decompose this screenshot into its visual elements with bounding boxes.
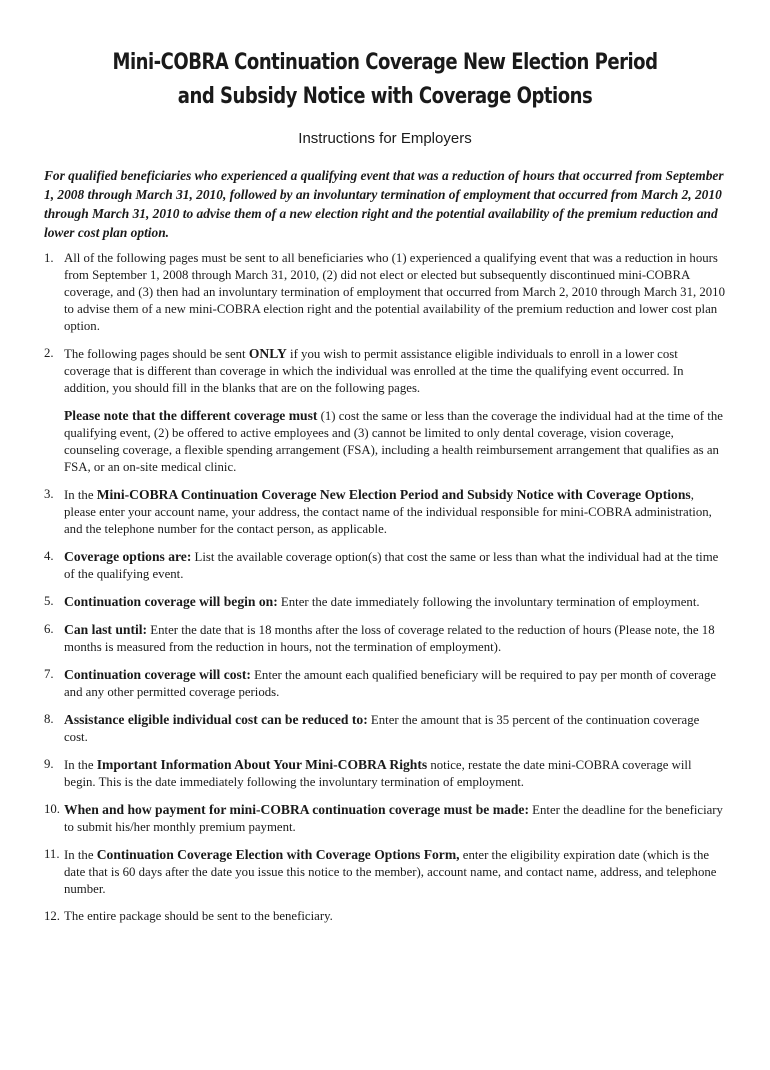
item-text: notice, restate the date mini-COBRA coverage will begin. This is the date immediately following the involuntary termination of employment. bbox=[64, 758, 692, 789]
item-lead: Important Information About Your Mini-COBRA Rights bbox=[96, 757, 428, 772]
item-pre: The following pages should be sent bbox=[64, 347, 249, 361]
item-lead: Assistance eligible individual cost can be reduced to: bbox=[64, 712, 368, 727]
list-item bbox=[44, 486, 726, 538]
item-lead: When and how payment for mini-COBRA continuation coverage must be made: bbox=[64, 802, 529, 817]
item-lead: Continuation coverage will cost: bbox=[64, 667, 251, 682]
list-item bbox=[44, 621, 726, 656]
list-item bbox=[44, 548, 726, 583]
list-item bbox=[44, 801, 726, 836]
instruction-list bbox=[44, 250, 726, 925]
item-lead: Continuation Coverage Election with Coverage Options Form, bbox=[96, 847, 460, 862]
item-pre: In the bbox=[64, 758, 97, 772]
page-subtitle: Instructions for Employers bbox=[298, 130, 472, 147]
item-number: 1. bbox=[44, 251, 54, 265]
item-lead: ONLY bbox=[248, 346, 287, 361]
item-pre: In the bbox=[64, 488, 97, 502]
item-text: , please enter your account name, your address, the contact name of the individual responsible for mini-COBRA administration, and the telephone number for the contact person, as applicable. bbox=[64, 488, 712, 536]
item-text: List the available coverage option(s) that cost the same or less than what the individual had at the time of the qualifying event. bbox=[64, 550, 719, 581]
note-lead: Please note that the different coverage must bbox=[64, 408, 318, 423]
item-text: enter the eligibility expiration date (which is the date that is 60 days after the date you issue this notice to the member), account name, and contact name, address, and telephone number. bbox=[64, 848, 717, 896]
list-item bbox=[44, 846, 726, 898]
document-page bbox=[0, 46, 770, 1070]
item-lead: Continuation coverage will begin on: bbox=[64, 594, 278, 609]
page-title bbox=[105, 46, 664, 114]
list-item bbox=[44, 666, 726, 701]
item-number: 11. bbox=[44, 847, 60, 861]
item-text: Enter the amount that is 35 percent of the continuation coverage cost. bbox=[64, 713, 700, 744]
list-item bbox=[44, 711, 726, 746]
item-text: Enter the amount each qualified beneficiary will be required to pay per month of coverage and any other permitted coverage periods. bbox=[64, 668, 717, 699]
item-lead: Coverage options are: bbox=[64, 549, 192, 564]
item-number: 12. bbox=[44, 909, 60, 923]
item-number: 10. bbox=[44, 802, 60, 816]
item-text: All of the following pages must be sent to all beneficiaries who (1) experienced a qualifying event that was a reduction in hours from September 1, 2008 through March 31, 2010, (2) did not elect or elected but subsequently discontinued mini-COBRA coverage, and (3) then had an involuntary termination of employment that occurred from March 2, 2010 through March 31, 2010 to advise them of a new mini-COBRA election right and the potential availability of the premium reduction and lower cost plan option. bbox=[64, 251, 725, 333]
item-note bbox=[64, 407, 726, 476]
item-number: 7. bbox=[44, 667, 54, 681]
list-item bbox=[44, 345, 726, 476]
item-text: if you wish to permit assistance eligible individuals to enroll in a lower cost coverage that is different than coverage in which the individual was enrolled at the time the qualifying event occurred. In addition, you should fill in the blanks that are on the following pages. bbox=[64, 347, 684, 395]
item-lead: Mini-COBRA Continuation Coverage New Election Period and Subsidy Notice with Coverage Options bbox=[96, 487, 691, 502]
list-item bbox=[44, 250, 726, 335]
item-text: Enter the date that is 18 months after the loss of coverage related to the reduction of hours (Please note, the 18 months is measured from the reduction in hours, not the termination of employment). bbox=[64, 623, 715, 654]
item-text: Enter the deadline for the beneficiary to submit his/her monthly premium payment. bbox=[64, 803, 723, 834]
title-line-1: Mini-COBRA Continuation Coverage New Election Period bbox=[112, 50, 658, 75]
item-number: 9. bbox=[44, 757, 54, 771]
intro-paragraph: For qualified beneficiaries who experienced a qualifying event that was a reduction of hours that occurred from September 1, 2008 through March 31, 2010, followed by an involuntary termination of employment that occurred from March 2, 2010 through March 31, 2010 to advise them of a new election right and the potential availability of the premium reduction and lower cost plan option. bbox=[44, 168, 724, 240]
item-number: 5. bbox=[44, 594, 54, 608]
item-number: 3. bbox=[44, 487, 54, 501]
item-text: Enter the date immediately following the involuntary termination of employment. bbox=[277, 595, 700, 609]
list-item bbox=[44, 593, 726, 611]
item-text: The entire package should be sent to the beneficiary. bbox=[64, 909, 333, 923]
list-item bbox=[44, 908, 726, 925]
item-number: 8. bbox=[44, 712, 54, 726]
title-line-2: and Subsidy Notice with Coverage Options bbox=[177, 84, 593, 109]
item-number: 6. bbox=[44, 622, 54, 636]
item-number: 4. bbox=[44, 549, 54, 563]
item-pre: In the bbox=[64, 848, 97, 862]
item-number: 2. bbox=[44, 346, 54, 360]
list-item bbox=[44, 756, 726, 791]
note-text: (1) cost the same or less than the coverage the individual had at the time of the qualifying event, (2) be offered to active employees and (3) cannot be limited to only dental coverage, vision coverage, counseling coverage, a flexible spending arrangement (FSA), including a health reimbursement arrangement that qualifies as an FSA, or an on-site medical clinic. bbox=[64, 409, 723, 474]
item-lead: Can last until: bbox=[64, 622, 148, 637]
